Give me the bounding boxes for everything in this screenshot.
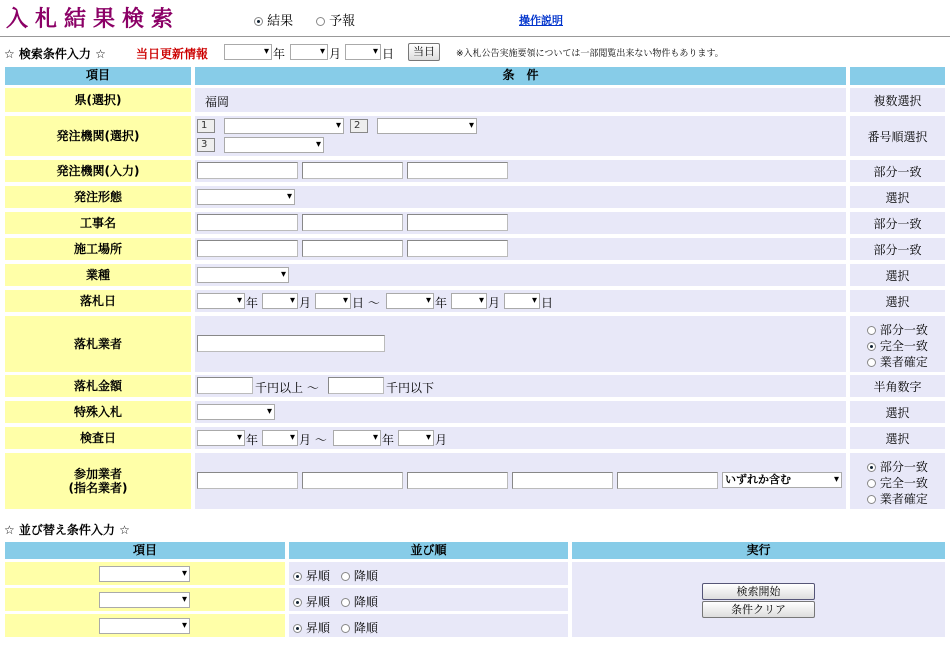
row-note-inspection: 選択 — [850, 427, 945, 449]
row-note-amount: 半角数字 — [850, 375, 945, 397]
sort-1-desc-radio[interactable] — [341, 567, 378, 584]
radio-selected-icon — [293, 598, 302, 607]
row-note-work-name: 部分一致 — [850, 212, 945, 234]
row-label-industry — [5, 264, 191, 286]
row-note-agency-select: 番号順選択 — [850, 116, 945, 156]
row-label-amount — [5, 375, 191, 397]
site-input-3[interactable] — [407, 240, 508, 257]
amount-cell — [195, 375, 846, 397]
site-input-1[interactable] — [197, 240, 298, 257]
participants-match-options — [850, 453, 945, 509]
update-month-select[interactable] — [290, 44, 328, 60]
row-label-agency-select — [5, 116, 191, 156]
sort-item-select-2[interactable] — [99, 592, 190, 608]
pref-cell[interactable] — [195, 88, 846, 112]
sort-2-asc-radio[interactable] — [293, 593, 330, 610]
sort-order-cell-1 — [289, 562, 568, 585]
sort-order-cell-3 — [289, 614, 568, 637]
label-text: 県(選択) — [74, 93, 122, 107]
option-label: 完全一致 — [879, 339, 928, 353]
winner-match-options — [850, 316, 945, 372]
row-label-winner — [5, 316, 191, 372]
option-label: 降順 — [353, 621, 378, 635]
participants-exact-radio[interactable] — [867, 474, 928, 491]
inspection-cell — [195, 427, 846, 449]
clear-conditions-button[interactable]: 条件クリア — [702, 601, 815, 618]
sort-item-select-3[interactable] — [99, 618, 190, 634]
option-label: 降順 — [353, 595, 378, 609]
order-type-cell — [195, 186, 846, 208]
award-from-day-select[interactable] — [315, 293, 351, 309]
search-start-button[interactable]: 検索開始 — [702, 583, 815, 600]
radio-icon — [867, 495, 876, 504]
label-text: 落札金額 — [73, 379, 122, 393]
agency-input-cell — [195, 160, 846, 182]
inspection-to-year-select[interactable] — [333, 430, 381, 446]
exec-cell — [572, 562, 945, 637]
amount-max-input[interactable] — [328, 377, 384, 394]
year-unit: 年 — [435, 296, 448, 310]
radio-selected-icon — [293, 624, 302, 633]
participant-input-3[interactable] — [407, 472, 508, 489]
month-unit: 月 — [299, 296, 312, 310]
sort-order-cell-2 — [289, 588, 568, 611]
agency-number-1: 1 — [197, 119, 215, 133]
year-unit: 年 — [246, 296, 259, 310]
site-input-2[interactable] — [302, 240, 403, 257]
agency-number-2: 2 — [350, 119, 368, 133]
today-button[interactable]: 当日 — [408, 43, 440, 61]
row-label-inspection — [5, 427, 191, 449]
label-text-sub: (指名業者) — [68, 481, 128, 495]
option-label: 部分一致 — [879, 323, 928, 337]
radio-icon — [867, 479, 876, 488]
amount-max-unit: 千円以下 — [386, 381, 435, 395]
work-name-input-1[interactable] — [197, 214, 298, 231]
row-note-pref: 複数選択 — [850, 88, 945, 112]
row-label-pref — [5, 88, 191, 112]
label-text: 参加業者 — [73, 467, 122, 481]
industry-select[interactable] — [197, 267, 289, 283]
sort-col-exec: 実行 — [572, 542, 945, 559]
month-unit: 月 — [435, 433, 448, 447]
option-label: 昇順 — [305, 621, 330, 635]
row-label-site — [5, 238, 191, 260]
participant-match-select[interactable]: いずれか含む ▾ — [722, 472, 842, 488]
agency-select-cell — [195, 116, 846, 156]
work-name-input-3[interactable] — [407, 214, 508, 231]
divider — [0, 36, 950, 37]
amount-min-input[interactable] — [197, 377, 253, 394]
option-label: 完全一致 — [879, 476, 928, 490]
label-text: 業種 — [85, 268, 110, 282]
page-title: 入札結果検索 — [6, 7, 181, 32]
label-text: 特殊入札 — [73, 405, 122, 419]
work-name-cell — [195, 212, 846, 234]
agency-number-3: 3 — [197, 138, 215, 152]
row-label-work-name — [5, 212, 191, 234]
radio-icon — [867, 358, 876, 367]
pref-value: 福岡 — [205, 95, 230, 109]
option-label: 部分一致 — [879, 460, 928, 474]
agency-select-3[interactable] — [224, 137, 324, 153]
label-text: 工事名 — [79, 216, 116, 230]
winner-exact-radio[interactable] — [867, 337, 928, 354]
day-unit: 日 — [541, 296, 554, 310]
option-label: 昇順 — [305, 569, 330, 583]
winner-cell — [195, 316, 846, 372]
sort-item-select-1[interactable] — [99, 566, 190, 582]
option-label: 業者確定 — [879, 492, 928, 506]
agency-input-3[interactable] — [407, 162, 508, 179]
award-to-year-select[interactable] — [386, 293, 434, 309]
row-note-agency-input: 部分一致 — [850, 160, 945, 182]
radio-selected-icon — [867, 463, 876, 472]
award-date-cell — [195, 290, 846, 312]
mode-result-radio[interactable] — [254, 10, 293, 29]
sort-3-asc-radio[interactable] — [293, 619, 330, 636]
label-text: 落札日 — [79, 294, 116, 308]
special-select[interactable] — [197, 404, 275, 420]
radio-selected-icon — [293, 572, 302, 581]
radio-selected-icon — [254, 17, 263, 26]
mode-forecast-label: 予報 — [329, 14, 356, 29]
order-type-select[interactable] — [197, 189, 295, 205]
winner-input[interactable] — [197, 335, 385, 352]
winner-confirmed-radio[interactable] — [867, 353, 928, 370]
row-label-agency-input — [5, 160, 191, 182]
radio-icon — [316, 17, 325, 26]
col-header-condition: 条 件 — [195, 67, 846, 85]
sort-section-title: ☆ 並び替え条件入力 ☆ — [4, 523, 130, 537]
notice-text: ※入札公告実施要領については一部閲覧出来ない物件もあります。 — [456, 49, 724, 59]
row-label-order-type — [5, 186, 191, 208]
participants-partial-radio[interactable] — [867, 458, 928, 475]
year-unit: 年 — [382, 433, 395, 447]
radio-selected-icon — [867, 342, 876, 351]
row-note-industry: 選択 — [850, 264, 945, 286]
label-text: 施工場所 — [73, 242, 122, 256]
winner-partial-radio[interactable] — [867, 321, 928, 338]
label-text: 発注形態 — [73, 190, 122, 204]
participant-input-1[interactable] — [197, 472, 298, 489]
range-separator: 日 ～ — [352, 296, 380, 310]
update-day-select[interactable] — [345, 44, 381, 60]
sort-2-desc-radio[interactable] — [341, 593, 378, 610]
award-to-day-select[interactable] — [504, 293, 540, 309]
update-info-label: 当日更新情報 — [136, 47, 209, 61]
row-note-site: 部分一致 — [850, 238, 945, 260]
row-label-special — [5, 401, 191, 423]
label-text: 落札業者 — [73, 337, 122, 351]
day-unit: 日 — [382, 47, 395, 61]
participants-confirmed-radio[interactable] — [867, 490, 928, 507]
row-note-order-type: 選択 — [850, 186, 945, 208]
radio-icon — [341, 624, 350, 633]
update-year-select[interactable] — [224, 44, 272, 60]
year-unit: 年 — [273, 47, 286, 61]
col-header-item: 項目 — [5, 67, 191, 85]
label-text: 検査日 — [79, 431, 116, 445]
agency-select-2[interactable] — [377, 118, 477, 134]
site-cell — [195, 238, 846, 260]
help-link[interactable]: 操作説明 — [519, 14, 563, 27]
label-text: 発注機関(選択) — [56, 129, 140, 143]
year-unit: 年 — [246, 433, 259, 447]
award-from-month-select[interactable] — [262, 293, 298, 309]
radio-icon — [867, 326, 876, 335]
row-note-award-date: 選択 — [850, 290, 945, 312]
award-to-month-select[interactable] — [451, 293, 487, 309]
month-unit: 月 — [488, 296, 501, 310]
participant-input-4[interactable] — [512, 472, 613, 489]
industry-cell — [195, 264, 846, 286]
sort-col-item: 項目 — [5, 542, 285, 559]
participant-input-5[interactable] — [617, 472, 718, 489]
inspection-to-month-select[interactable] — [398, 430, 434, 446]
mode-forecast-radio[interactable] — [316, 10, 355, 29]
option-label: 業者確定 — [879, 355, 928, 369]
mode-result-label: 結果 — [267, 14, 294, 29]
amount-min-unit: 千円以上 ～ — [255, 381, 319, 395]
inspection-from-month-select[interactable] — [262, 430, 298, 446]
row-label-participants — [5, 453, 191, 509]
search-section-title: ☆ 検索条件入力 ☆ — [4, 47, 106, 61]
label-text: 発注機関(入力) — [56, 164, 140, 178]
sort-3-desc-radio[interactable] — [341, 619, 378, 636]
month-unit: 月 — [329, 47, 342, 61]
award-from-year-select[interactable] — [197, 293, 245, 309]
inspection-from-year-select[interactable] — [197, 430, 245, 446]
sort-col-order: 並び順 — [289, 542, 568, 559]
work-name-input-2[interactable] — [302, 214, 403, 231]
participants-cell — [195, 453, 846, 509]
row-label-award-date — [5, 290, 191, 312]
agency-select-1[interactable] — [224, 118, 344, 134]
sort-1-asc-radio[interactable] — [293, 567, 330, 584]
row-note-special: 選択 — [850, 401, 945, 423]
option-label: 降順 — [353, 569, 378, 583]
col-header-note — [850, 67, 945, 85]
agency-input-2[interactable] — [302, 162, 403, 179]
special-cell — [195, 401, 846, 423]
agency-input-1[interactable] — [197, 162, 298, 179]
range-separator: 月 ～ — [299, 433, 327, 447]
participant-input-2[interactable] — [302, 472, 403, 489]
radio-icon — [341, 598, 350, 607]
radio-icon — [341, 572, 350, 581]
option-label: 昇順 — [305, 595, 330, 609]
